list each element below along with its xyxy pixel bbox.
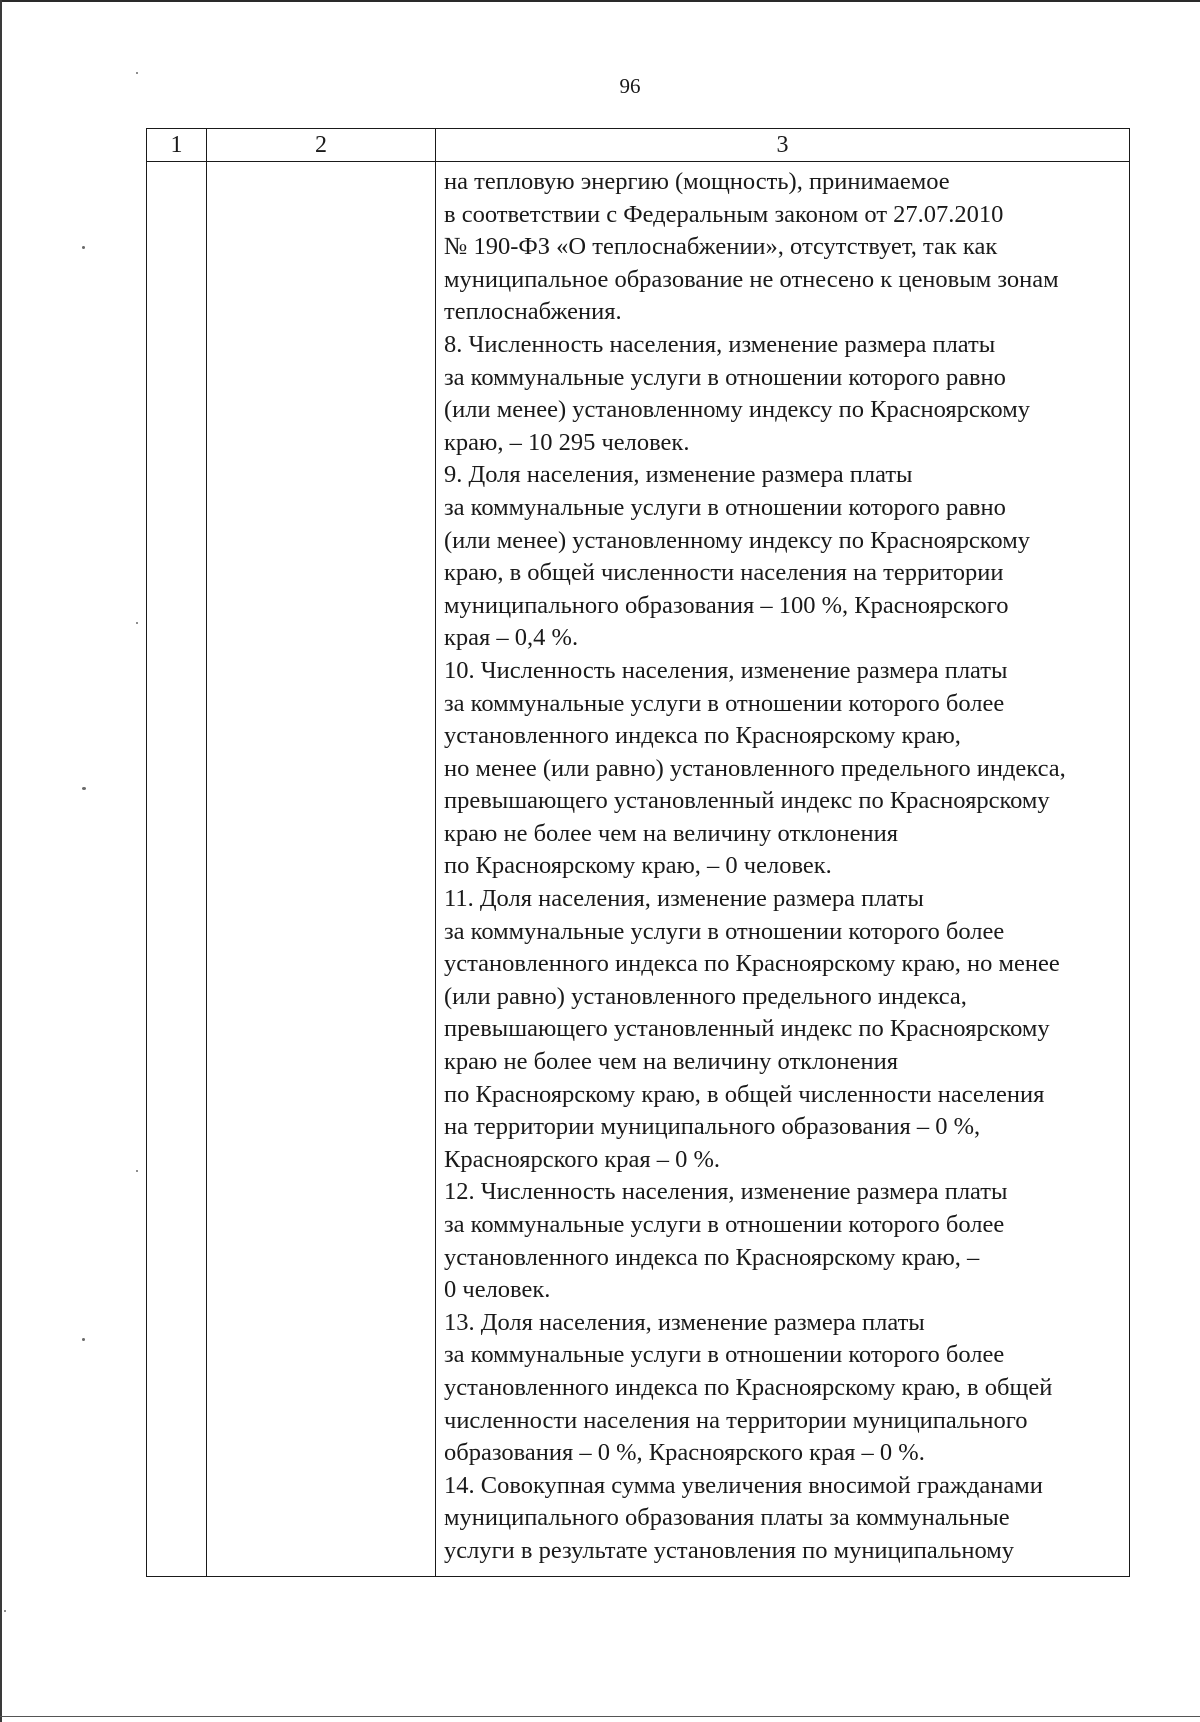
text-line: установленного индекса по Красноярскому краю, (444, 722, 961, 750)
text-line: на тепловую энергию (мощность), принимаемое (444, 168, 950, 195)
scan-speck (4, 1610, 6, 1612)
text-line: образования – 0 %, Красноярского края – 0 %. (444, 1439, 925, 1467)
text-line: численности населения на территории муниципального (444, 1406, 1028, 1434)
text-line: края – 0,4 %. (444, 624, 579, 652)
text-line: 0 человек. (444, 1276, 551, 1304)
text-line: за коммунальные услуги в отношении которого более (444, 1211, 1005, 1238)
text-line: (или менее) установленному индексу по Красноярскому (444, 526, 1030, 554)
text-line: 12. Численность населения, изменение размера платы (444, 1178, 1008, 1206)
column-header-3: 3 (436, 129, 1130, 162)
text-line: муниципального образования – 100 %, Красноярского (444, 591, 1009, 619)
scan-edge-top (0, 0, 1200, 2)
text-line: Красноярского края – 0 %. (444, 1145, 721, 1173)
text-line: за коммунальные услуги в отношении которого более (444, 917, 1005, 945)
text-line: за коммунальные услуги в отношении которого более (444, 1341, 1005, 1369)
text-line: (или равно) установленного предельного индекса, (444, 982, 967, 1010)
scan-speck (136, 622, 138, 624)
text-line: краю не более чем на величину отклонения (444, 819, 899, 847)
text-line: 14. Совокупная сумма увеличения вносимой гражданами (444, 1471, 1043, 1499)
column-header-2: 2 (207, 129, 436, 162)
page-number: 96 (619, 74, 641, 98)
text-line: установленного индекса по Красноярскому краю, в общей (444, 1373, 1053, 1401)
text-line: 10. Численность населения, изменение размера платы (444, 656, 1008, 684)
text-line: за коммунальные услуги в отношении которого равно (444, 363, 1006, 391)
text-line: но менее (или равно) установленного предельного индекса, (444, 754, 1066, 782)
text-line: краю не более чем на величину отклонения (444, 1048, 899, 1076)
text-line: услуги в результате установления по муниципальному (444, 1536, 1015, 1564)
text-line: установленного индекса по Красноярскому краю, – (444, 1243, 980, 1271)
column-1-cell (147, 162, 207, 1577)
scan-speck (136, 1170, 138, 1172)
text-line: 9. Доля населения, изменение размера платы (444, 461, 913, 489)
scan-speck (82, 1338, 85, 1341)
text-line: муниципального образования платы за коммунальные (444, 1504, 1010, 1532)
text-line: 13. Доля населения, изменение размера платы (444, 1308, 925, 1336)
text-line: № 190-ФЗ «О теплоснабжении», отсутствует, так как (444, 233, 998, 261)
scan-edge-bottom (0, 1716, 1200, 1717)
text-line: за коммунальные услуги в отношении которого равно (444, 493, 1006, 521)
column-3-text (436, 162, 1129, 1568)
text-line: в соответствии с Федеральным законом от 27.07.2010 (444, 200, 1004, 228)
column-2-cell (207, 162, 436, 1577)
table-body-row (147, 162, 1130, 1577)
text-line: краю, в общей численности населения на территории (444, 559, 1004, 587)
text-line: теплоснабжения. (444, 298, 622, 326)
text-line: превышающего установленный индекс по Красноярскому (444, 1015, 1050, 1043)
table-header-row (147, 129, 1130, 162)
column-3-cell (436, 162, 1130, 1577)
document-table (146, 128, 1130, 1577)
text-line: 8. Численность населения, изменение размера платы (444, 330, 996, 358)
text-line: (или менее) установленному индексу по Красноярскому (444, 396, 1030, 424)
text-line: установленного индекса по Красноярскому краю, но менее (444, 950, 1060, 978)
text-line: за коммунальные услуги в отношении которого более (444, 689, 1005, 717)
text-line: 11. Доля населения, изменение размера платы (444, 885, 924, 913)
text-line: краю, – 10 295 человек. (444, 428, 690, 456)
scan-speck (82, 787, 86, 790)
text-line: на территории муниципального образования – 0 %, (444, 1113, 981, 1141)
text-line: по Красноярскому краю, в общей численности населения (444, 1080, 1045, 1108)
scan-speck (136, 72, 138, 74)
text-line: превышающего установленный индекс по Красноярскому (444, 787, 1050, 815)
text-line: по Красноярскому краю, – 0 человек. (444, 852, 832, 880)
column-header-1: 1 (147, 129, 207, 162)
scan-edge-left (0, 0, 2, 1722)
text-line: муниципальное образование не отнесено к ценовым зонам (444, 265, 1059, 293)
scan-speck (82, 246, 85, 249)
